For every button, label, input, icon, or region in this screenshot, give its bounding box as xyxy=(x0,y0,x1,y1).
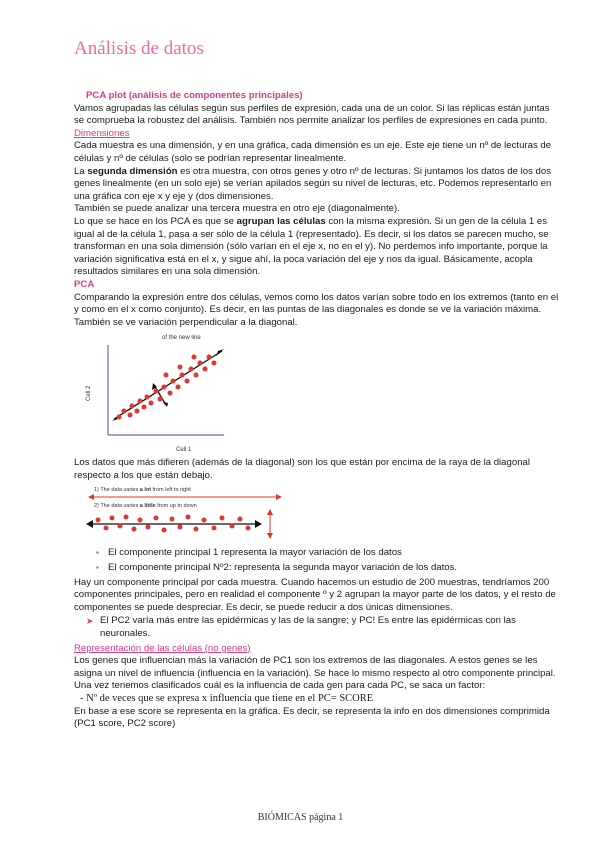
fig1-data-points xyxy=(117,355,217,420)
fig2-vertical-arrowhead-down xyxy=(267,533,273,539)
data-point xyxy=(104,526,109,531)
list-item xyxy=(86,615,560,640)
data-point xyxy=(186,515,191,520)
data-point xyxy=(122,409,127,414)
data-point xyxy=(128,413,133,418)
data-point xyxy=(135,409,140,414)
data-point xyxy=(162,385,167,390)
pca-variation-figure xyxy=(74,484,294,544)
data-point xyxy=(180,373,185,378)
dimensiones-heading: Dimensiones xyxy=(74,127,130,139)
data-point xyxy=(96,518,101,523)
pca-paragraph-1: Comparando la expresión entre dos células, vemos como los datos varían sobre todo en los extremos (tanto en el y como en el x como conjunto). Es decir, en las puntas de las diagonales es donde se ve la variación máxima. También se ve variación perpendicular a la diagonal. xyxy=(74,291,559,328)
document-body xyxy=(74,90,560,731)
data-point xyxy=(138,399,143,404)
fig1-perp-arrowhead-down xyxy=(163,402,168,407)
data-point xyxy=(171,379,176,384)
text-run: con la misma expresión. Si un gen de la célula 1 es igual al de la célula 1, pasa a ser sólo de la célula 1 (representado). Es decir, si los datos se parecen mucho, se transforman en una sola dimensión (sólo varían en el eje x, no en el y). No perdemos info importante, porque la variación significativa está en el x, y sigue ahí, la poca variación del eje y nos da igual. Básicamente, acopla resultados similares en una sola dimensión. xyxy=(74,215,549,278)
list-item: ▪ El componente principal Nº2: representa la segunda mayor variación de los datos. xyxy=(98,562,560,575)
representacion-paragraph-1: Los genes que influencian más la variación de PC1 son los extremos de las diagonales. A estos genes se les asigna un nivel de influencia (influencia en la variación). Se hace lo mismo respecto al otro componente principal. xyxy=(74,655,556,679)
pca-paragraph-3: Hay un componente principal por cada muestra. Cuando hacemos un estudio de 200 muestras, tendríamos 200 componentes principales, pero en realidad el componente º y 2 agrupan la mayor parte de los datos, y el resto de componentes se puede despreciar. Es decir, se puede reducir a dos únicas dimensiones. xyxy=(74,576,556,613)
pca-plot-subheading: PCA plot (análisis de componentes principales) xyxy=(86,90,303,101)
dimensiones-paragraph-1: Cada muestra es una dimensión, y en una gráfica, cada dimensión es un eje. Este eje tiene un nº de lecturas de células y nº de células (solo se podrían representar linealmente. xyxy=(74,140,552,164)
fig1-diagonal-line xyxy=(114,351,222,419)
bold-term: segunda dimensión xyxy=(87,165,178,177)
dimensiones-paragraph-3: También se puede analizar una tercera muestra en otro eje (diagonalmente). xyxy=(74,203,400,215)
text-run: La xyxy=(74,165,88,177)
data-point xyxy=(176,385,181,390)
data-point xyxy=(194,373,199,378)
fig2-label-1 xyxy=(94,487,191,493)
bold-term: agrupan las células xyxy=(236,215,326,227)
data-point xyxy=(138,518,143,523)
data-point xyxy=(117,415,122,420)
data-point xyxy=(178,525,183,530)
arrow-bullet-icon: ➤ xyxy=(86,616,94,627)
pca-paragraph-2: Los datos que más difieren (además de la diagonal) son los que están por encima de la raya de la diagonal respecto a los que están debajo. xyxy=(74,457,530,481)
representacion-paragraph-3: En base a ese score se representa en la gráfica. Es decir, se representa la info en dos dimensiones comprimida (PC1 score, PC2 score) xyxy=(74,705,550,730)
data-point xyxy=(162,528,167,533)
intro-paragraph: Vamos agrupadas las células según sus perfiles de expresión, cada una de un color. Si las réplicas están juntas se comprueba la robustez del análisis. También nos permite analizar los perfiles de expresiones en cada punto. xyxy=(74,102,550,127)
fig2-top-arrowhead-left xyxy=(88,494,94,500)
fig2-label-2 xyxy=(94,503,197,509)
data-point xyxy=(230,524,235,529)
page-title: Análisis de datos xyxy=(74,38,204,59)
fig1-top-label: of the new line xyxy=(162,335,201,342)
pc-arrow-list xyxy=(74,615,560,640)
data-point xyxy=(132,527,137,532)
data-point xyxy=(149,401,154,406)
pca-heading: PCA xyxy=(74,278,95,290)
dimensiones-paragraph-2 xyxy=(74,166,560,204)
page-footer: BIÓMICAS página 1 xyxy=(257,812,344,823)
data-point xyxy=(198,361,203,366)
bold-term: a lot xyxy=(139,487,152,494)
data-point xyxy=(178,365,183,370)
text-run: from left to right xyxy=(151,487,191,494)
score-formula: - Nº de veces que se expresa x influencia que tiene en el PC= SCORE xyxy=(80,693,374,704)
fig1-x-label: Cell 1 xyxy=(176,447,192,454)
data-point xyxy=(145,395,150,400)
data-point xyxy=(246,526,251,531)
data-point xyxy=(192,355,197,360)
text-run: Lo que se hace en los PCA es que se xyxy=(74,215,237,227)
data-point xyxy=(238,517,243,522)
data-point xyxy=(212,361,217,366)
text-run: from up to down xyxy=(155,503,197,510)
data-point xyxy=(146,525,151,530)
list-item-text: El PC2 varía más entre las epidérmicas y las de la sangre; y PC! Es entre las epidérmicas con las neuronales. xyxy=(100,615,516,640)
data-point xyxy=(212,526,217,531)
data-point xyxy=(170,517,175,522)
fig1-y-label: Cell 2 xyxy=(86,385,92,402)
dimensiones-paragraph-4 xyxy=(74,216,560,279)
data-point xyxy=(118,524,123,529)
data-point xyxy=(158,397,163,402)
data-point xyxy=(110,516,115,521)
data-point xyxy=(203,367,208,372)
representacion-heading: Representación de las células (no genes) xyxy=(74,642,251,654)
data-point xyxy=(202,518,207,523)
data-point xyxy=(189,367,194,372)
text-run: es otra muestra, con otros genes y otro nº de lecturas. Si juntamos los datos de los dos genes linealmente (en un solo eje) se verían apilados según su nivel de lecturas, etc. Podemos representarlo en una gráfica con eje x y eje y (dos dimensiones. xyxy=(74,165,552,202)
text-run: 2) The data varies xyxy=(94,503,140,510)
bold-term: a little xyxy=(139,503,156,510)
data-point xyxy=(124,515,129,520)
data-point xyxy=(194,527,199,532)
data-point xyxy=(185,379,190,384)
data-point xyxy=(154,516,159,521)
pca-scatter-figure xyxy=(74,331,234,455)
data-point xyxy=(220,516,225,521)
data-point xyxy=(130,404,135,409)
fig2-top-arrowhead-right xyxy=(276,494,282,500)
principal-components-list xyxy=(74,547,560,574)
data-point xyxy=(142,405,147,410)
representacion-paragraph-2: Una vez tenemos clasificados cuál es la influencia de cada gen para cada PC, se saca un factor: xyxy=(74,680,486,692)
fig1-diagonal-arrowhead-high xyxy=(216,349,224,356)
text-run: 1) The data varies xyxy=(94,487,140,494)
data-point xyxy=(164,373,169,378)
fig2-vertical-arrowhead-up xyxy=(267,509,273,515)
data-point xyxy=(168,391,173,396)
fig2-axis-arrowhead-left xyxy=(86,520,93,528)
list-item: ▪ El componente principal 1 representa la mayor variación de los datos xyxy=(98,547,560,560)
data-point xyxy=(154,389,159,394)
fig2-axis-arrowhead-right xyxy=(255,520,262,528)
data-point xyxy=(207,355,212,360)
